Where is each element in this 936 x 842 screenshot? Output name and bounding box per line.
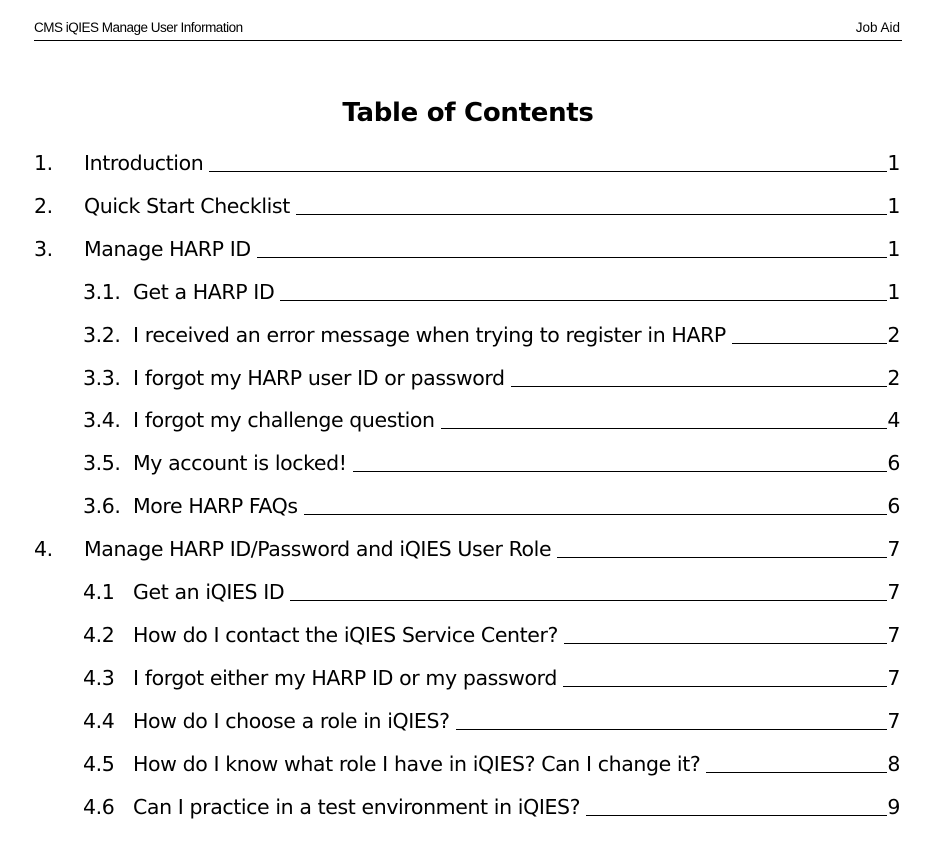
toc-entry-title: I forgot my challenge question <box>133 408 435 433</box>
toc-entry-number: 3.6. <box>83 494 121 519</box>
toc-entry-page-number: 8 <box>887 751 900 776</box>
toc-entry-number: 3.4. <box>83 408 121 433</box>
toc-entry[interactable] <box>0 407 936 437</box>
toc-entry-page-number: 2 <box>887 365 900 390</box>
toc-entry-title: Introduction <box>84 151 204 175</box>
toc-leader-line <box>563 686 887 687</box>
toc-entry[interactable] <box>0 665 936 695</box>
toc-entry-number: 3.3. <box>83 365 121 390</box>
toc-title: Table of Contents <box>342 98 594 128</box>
toc-entry-page-number: 7 <box>887 708 900 733</box>
toc-leader-line <box>511 386 888 387</box>
toc-entry-title: How do I choose a role in iQIES? <box>133 708 450 733</box>
toc-entry-number: 3. <box>34 236 53 261</box>
toc-entry-title: I received an error message when trying to register in HARP <box>133 322 726 347</box>
toc-entry[interactable] <box>0 279 936 309</box>
toc-entry-title: Can I practice in a test environment in iQIES? <box>133 794 581 819</box>
toc-entry-number: 4.3 <box>83 665 115 690</box>
toc-entry[interactable] <box>0 193 936 223</box>
toc-leader-line <box>296 214 887 215</box>
toc-entry-title: Get a HARP ID <box>133 279 275 304</box>
toc-entry-page-number: 6 <box>887 451 900 476</box>
toc-entry-page-number: 6 <box>887 494 900 519</box>
toc-entry[interactable] <box>0 493 936 523</box>
toc-leader-line <box>209 171 887 172</box>
toc-entry-title: Quick Start Checklist <box>84 193 290 218</box>
toc-entry[interactable] <box>0 579 936 609</box>
toc-leader-line <box>456 729 888 730</box>
toc-entry[interactable] <box>0 536 936 566</box>
header-document-title: CMS iQIES Manage User Information <box>34 20 243 35</box>
toc-leader-line <box>706 772 887 773</box>
header-doc-type: Job Aid <box>855 20 900 35</box>
toc-entry-page-number: 7 <box>887 665 900 690</box>
toc-leader-line <box>557 557 887 558</box>
toc-entry-number: 4.4 <box>83 708 115 733</box>
toc-entry-page-number: 7 <box>887 622 900 647</box>
toc-entry-page-number: 1 <box>887 279 900 304</box>
toc-entry-title: I forgot my HARP user ID or password <box>133 365 505 390</box>
toc-entry[interactable] <box>0 622 936 652</box>
toc-entry-title: I forgot either my HARP ID or my password <box>133 665 557 690</box>
toc-entry-number: 2. <box>34 193 53 218</box>
toc-entry-number: 3.5. <box>83 451 121 476</box>
toc-entry-number: 4. <box>34 537 53 562</box>
toc-entry[interactable] <box>0 322 936 352</box>
running-header <box>34 18 902 41</box>
toc-entry-page-number: 2 <box>887 322 900 347</box>
toc-entry-title: How do I contact the iQIES Service Center? <box>133 622 558 647</box>
toc-leader-line <box>732 343 887 344</box>
toc-entry-page-number: 4 <box>887 408 900 433</box>
toc-leader-line <box>441 428 888 429</box>
toc-entry-page-number: 7 <box>887 537 900 562</box>
toc-entry[interactable] <box>0 794 936 824</box>
toc-entry-title: Manage HARP ID/Password and iQIES User Role <box>84 537 552 562</box>
toc-leader-line <box>304 514 888 515</box>
toc-entry[interactable] <box>0 751 936 781</box>
toc-entry-page-number: 1 <box>887 236 900 261</box>
toc-leader-line <box>257 257 888 258</box>
toc-entry[interactable] <box>0 365 936 395</box>
toc-entry-title: My account is locked! <box>133 451 347 476</box>
toc-entry-page-number: 7 <box>887 580 900 604</box>
toc-entry-number: 4.1 <box>83 580 115 604</box>
toc-entry-number: 4.5 <box>83 751 115 776</box>
toc-leader-line <box>290 600 887 601</box>
toc-entry-title: How do I know what role I have in iQIES? Can I change it? <box>133 751 701 776</box>
toc-leader-line <box>564 643 887 644</box>
toc-leader-line <box>586 815 887 816</box>
toc-entry-title: Get an iQIES ID <box>133 580 285 604</box>
toc-entry-page-number: 1 <box>887 151 900 175</box>
toc-leader-line <box>353 471 888 472</box>
toc-entry-number: 1. <box>34 151 53 175</box>
toc-entry-number: 3.1. <box>83 279 121 304</box>
toc-entry-number: 4.6 <box>83 794 115 819</box>
toc-entry-title: More HARP FAQs <box>133 494 298 519</box>
toc-entry-page-number: 9 <box>887 794 900 819</box>
toc-entry-number: 3.2. <box>83 322 121 347</box>
toc-entry[interactable] <box>0 450 936 480</box>
toc-entry-number: 4.2 <box>83 622 115 647</box>
toc-entry[interactable] <box>0 150 936 180</box>
toc-entry-title: Manage HARP ID <box>84 236 251 261</box>
toc-entry[interactable] <box>0 708 936 738</box>
toc-entry[interactable] <box>0 236 936 266</box>
toc-entry-page-number: 1 <box>887 193 900 218</box>
toc-leader-line <box>280 300 887 301</box>
